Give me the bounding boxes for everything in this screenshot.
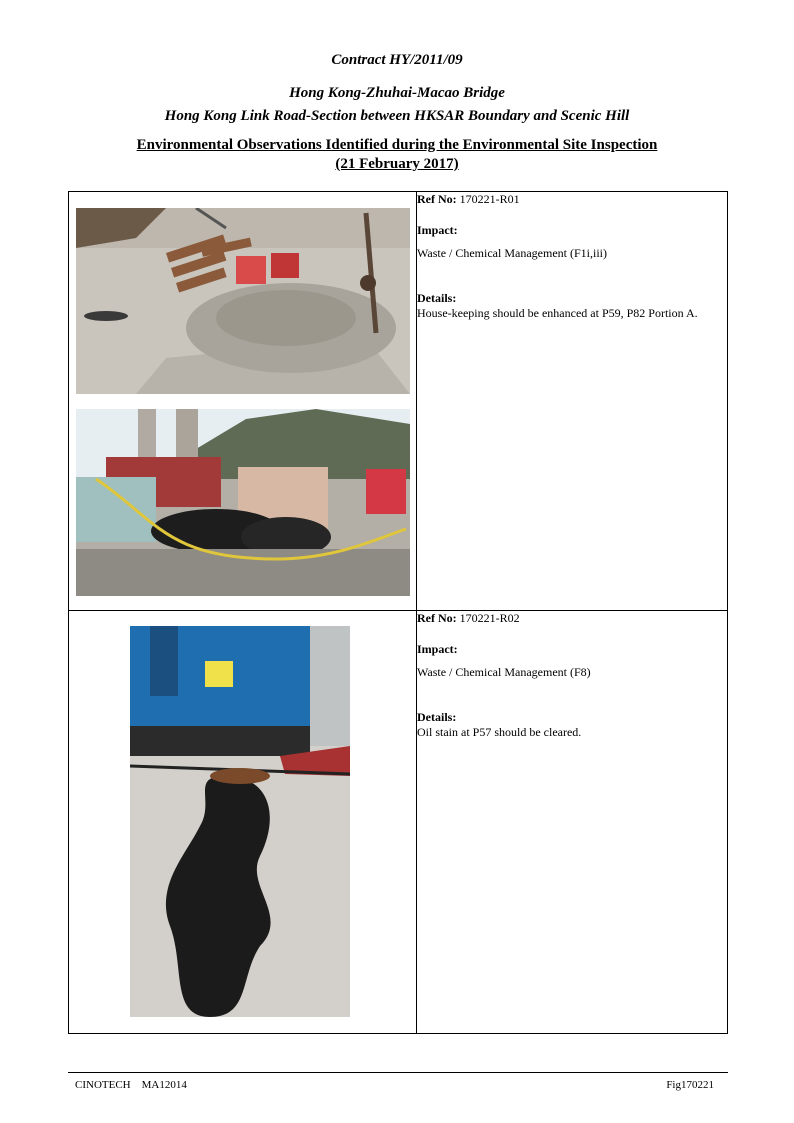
footer-doc-code: MA12014 (141, 1079, 187, 1091)
site-photo-oil-stain (130, 626, 350, 1017)
footer-divider (68, 1072, 728, 1073)
ref-number: 170221-R02 (459, 611, 520, 625)
site-photo-skips (76, 409, 410, 596)
ref-number: 170221-R01 (459, 192, 520, 206)
observation-row (69, 611, 728, 1034)
contract-heading: Contract HY/2011/09 (331, 52, 463, 68)
details-label: Details: (417, 291, 457, 305)
details-label: Details: (417, 710, 457, 724)
photo-cell (69, 192, 417, 611)
ref-line (417, 611, 727, 626)
inspection-date: (21 February 2017) (335, 156, 459, 172)
details-value: House-keeping should be enhanced at P59, P82 Portion A. (417, 306, 698, 320)
observation-row (69, 192, 728, 611)
impact-label: Impact: (417, 642, 458, 656)
details-value: Oil stain at P57 should be cleared. (417, 725, 582, 739)
section-heading: Hong Kong Link Road-Section between HKSAR Boundary and Scenic Hill (164, 108, 630, 124)
observations-table (68, 191, 728, 1034)
page-title: Environmental Observations Identified during the Environmental Site Inspection (136, 137, 658, 153)
project-heading: Hong Kong-Zhuhai-Macao Bridge (289, 85, 505, 101)
impact-label: Impact: (417, 223, 458, 237)
observation-details-cell (417, 611, 728, 1034)
footer-company: CINOTECH MA12014 (75, 1079, 187, 1091)
site-photo-rubble (76, 208, 410, 394)
ref-label: Ref No: (417, 611, 457, 625)
footer-figure-number: Fig170221 (666, 1079, 714, 1091)
impact-value: Waste / Chemical Management (F8) (417, 665, 591, 679)
impact-value: Waste / Chemical Management (F1i,iii) (417, 246, 607, 260)
ref-label: Ref No: (417, 192, 457, 206)
ref-line (417, 192, 727, 207)
photo-cell (69, 611, 417, 1034)
observation-details-cell (417, 192, 728, 611)
